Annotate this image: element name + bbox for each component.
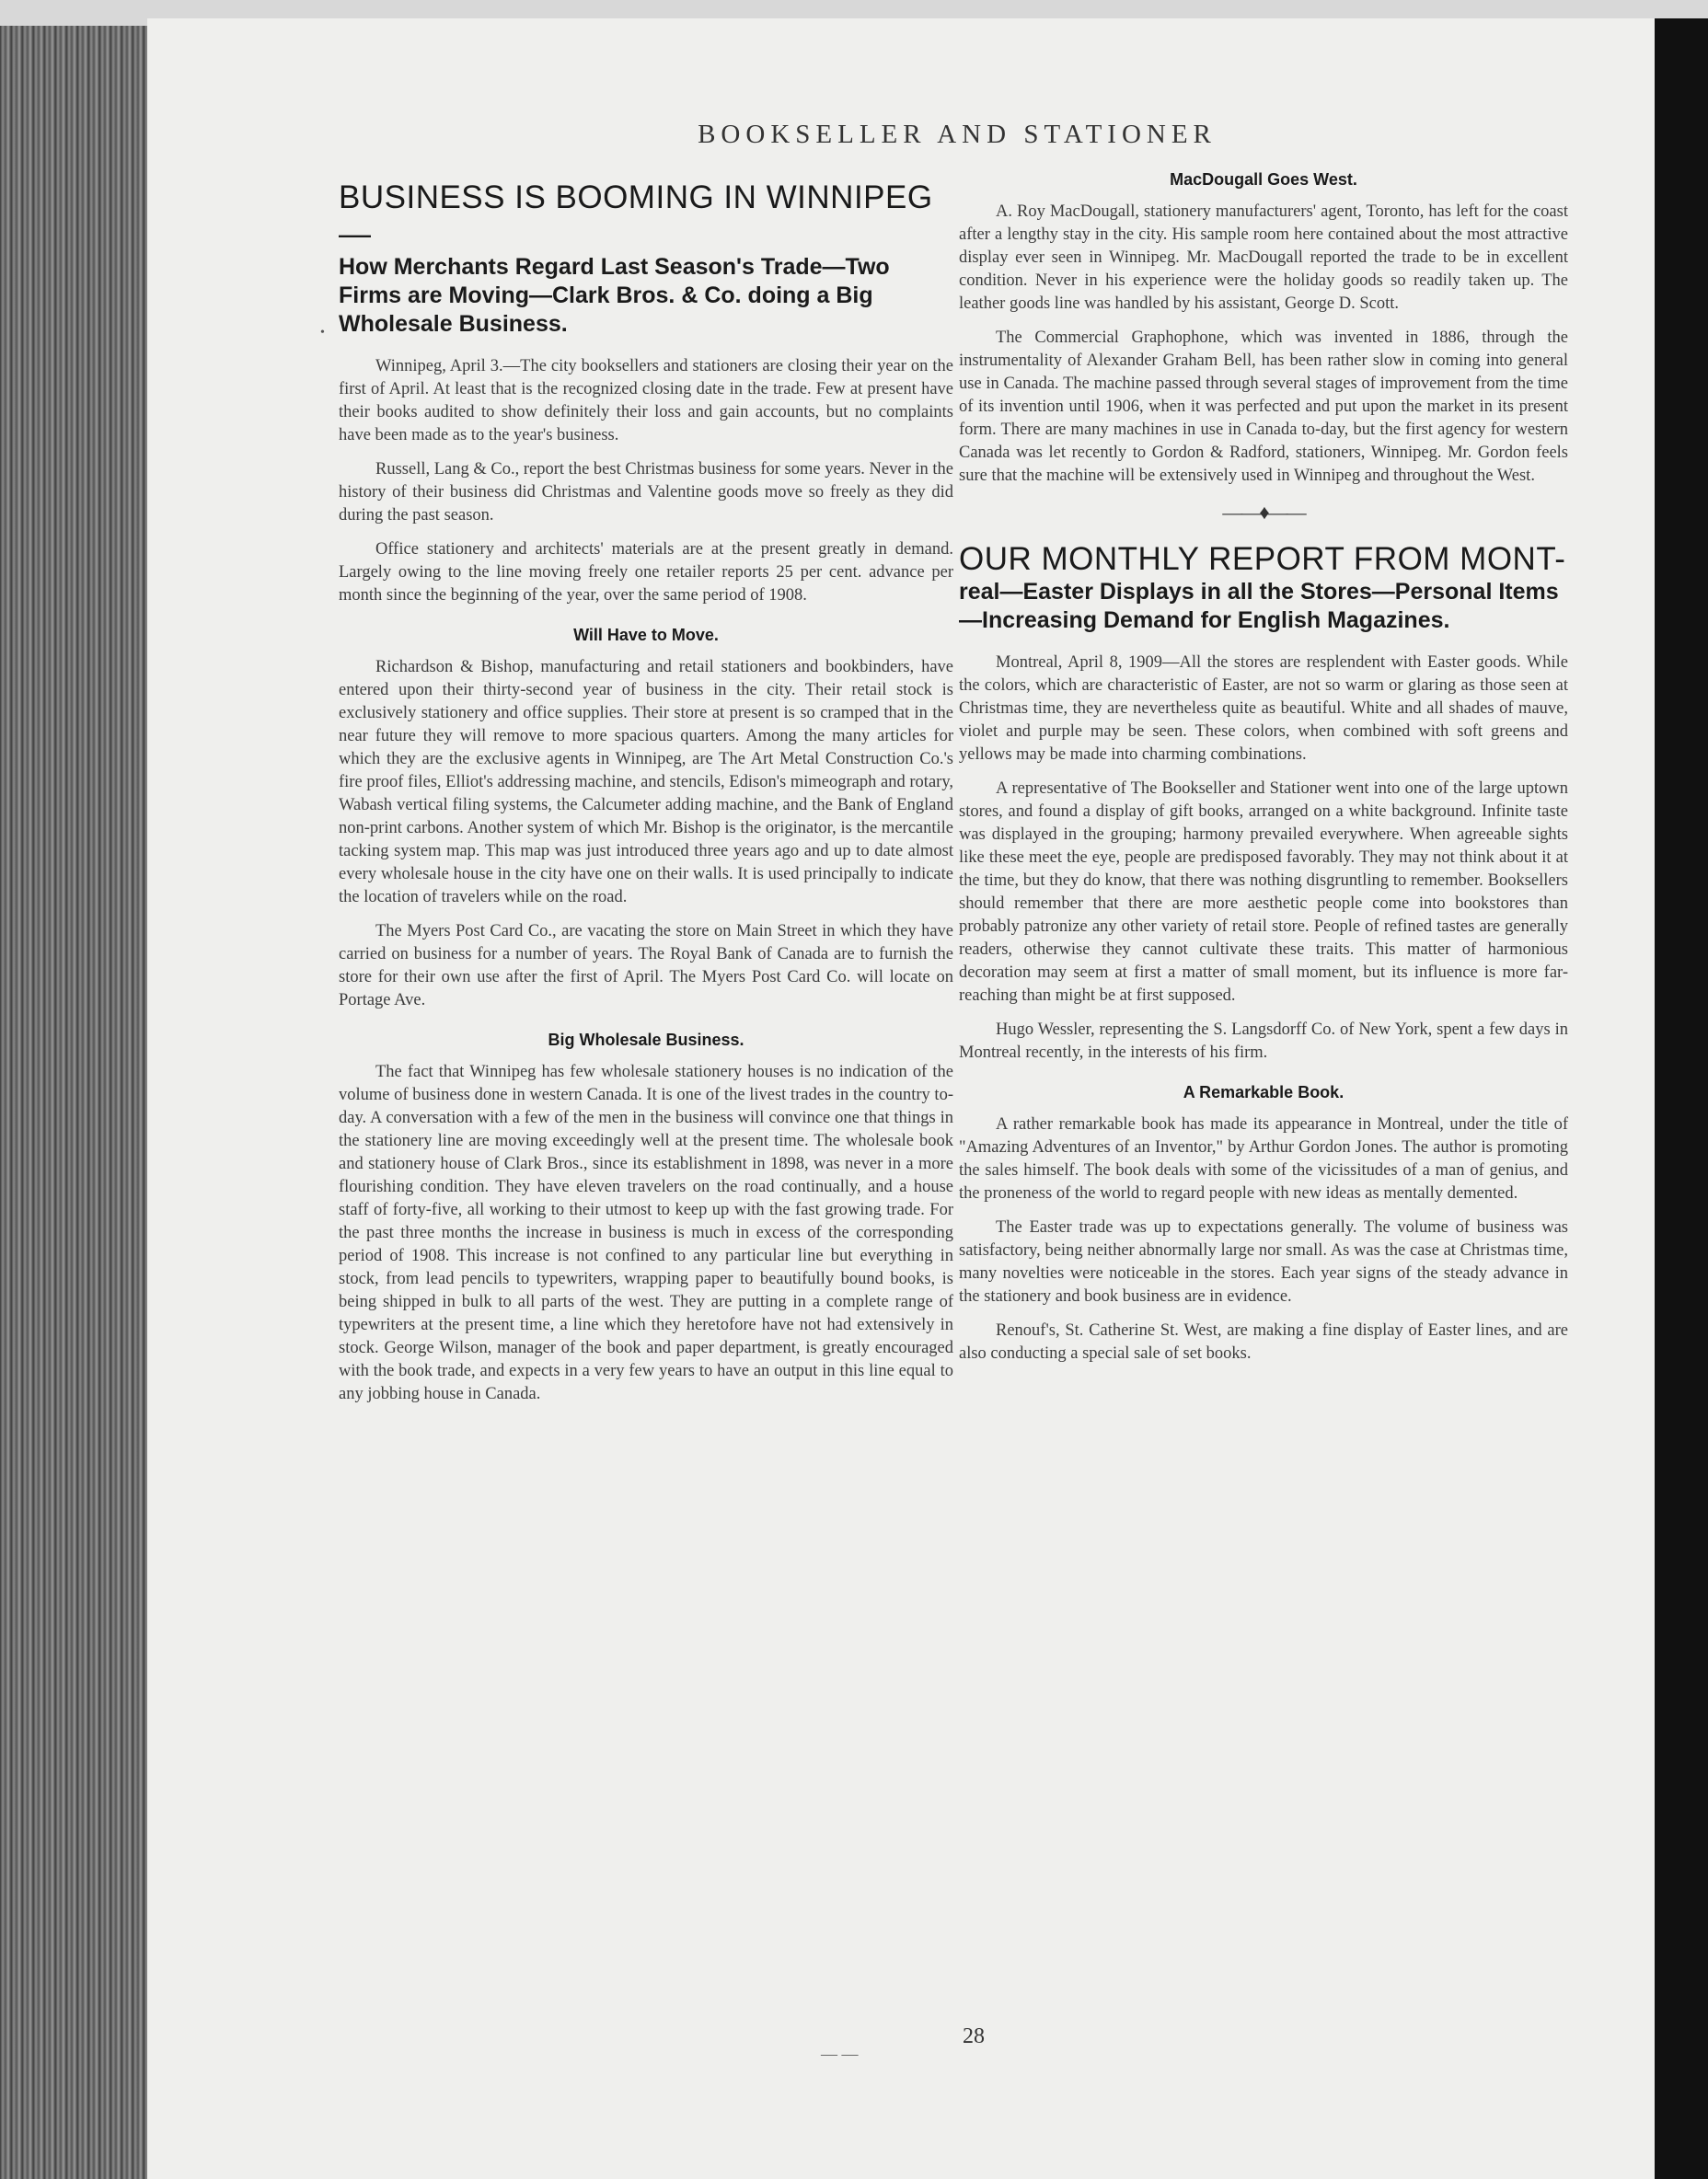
bound-page-edges [0, 26, 147, 2179]
section-title-remarkable-book: A Remarkable Book. [1183, 1083, 1344, 1101]
section-title-will-have-to-move: Will Have to Move. [573, 626, 719, 644]
left-column [339, 179, 953, 1417]
section-title-macdougall: MacDougall Goes West. [1170, 170, 1357, 189]
paragraph: Richardson & Bishop, manufacturing and retail stationers and bookbinders, have entered upon their thirty-second year of business in the city. Their retail stock is exclusively stationery and office supplies. Their store at present is so cramped that in the near future they will remove to more spacious quarters. Among the many articles for which they are the exclusive agents in Winnipeg, are The Art Metal Construction Co.'s fire proof files, Elliot's addressing machine, and stencils, Edison's mimeograph and rotary, Wabash vertical filing systems, the Calcumeter adding machine, and the Bank of England non-print carbons. Another system of which Mr. Bishop is the originator, is the mercantile tacking system map. This map was just introduced three years ago and up to date almost every wholesale house in the city have one on their walls. It is used principally to indicate the location of travelers while on the road. [339, 658, 953, 906]
article-headline-winnipeg: BUSINESS IS BOOMING IN WINNIPEG— [339, 179, 933, 252]
article-subheadline-winnipeg: How Merchants Regard Last Season's Trade—Two Firms are Moving—Clark Bros. & Co. doing a Big Wholesale Business. [339, 254, 890, 337]
right-column [959, 170, 1568, 1377]
paragraph: The fact that Winnipeg has few wholesale stationery houses is no indication of the volume of business done in western Canada. It is one of the livest trades in the country to-day. A conversation with a few of the men in the business will convince one that things in the stationery line are moving exceedingly well at the present time. The wholesale book and stationery house of Clark Bros., since its establishment in 1898, was never in a more flourishing condition. They have eleven travelers on the road continually, and a house staff of forty-five, all working to their utmost to keep up with the fast growing trade. For the past three months the increase in business is much in excess of the corresponding period of 1908. This increase is not confined to any particular line but everything in stock, from lead pencils to typewriters, wrapping paper to beautifully bound books, is being shipped in bulk to all parts of the west. They are putting in a complete range of typewriters at the present time, a line which they heretofore have not had extensively in stock. George Wilson, manager of the book and paper department, is greatly encouraged with the book trade, and expects in a very few years to have an output in this line equal to any jobbing house in Canada. [339, 1063, 953, 1403]
running-head: BOOKSELLER AND STATIONER [698, 120, 1217, 149]
paragraph: Montreal, April 8, 1909—All the stores are resplendent with Easter goods. While the colors, which are characteristic of Easter, are not so warm or glaring as those seen at Christmas time, they are nevertheless quite as beautiful. White and all shades of mauve, violet and purple may be seen. These colors, when combined with soft greens and yellows may be made into charming combinations. [959, 653, 1568, 764]
paragraph: Renouf's, St. Catherine St. West, are making a fine display of Easter lines, and are also conducting a special sale of set books. [959, 1321, 1568, 1363]
paragraph: Winnipeg, April 3.—The city booksellers and stationers are closing their year on the first of April. At least that is the recognized closing date in the trade. Few at present have their books audited to show definitely their loss and gain accounts, but no complaints have been made as to the year's business. [339, 357, 953, 444]
paragraph: Hugo Wessler, representing the S. Langsdorff Co. of New York, spent a few days in Montreal recently, in the interests of his firm. [959, 1020, 1568, 1062]
paragraph: Office stationery and architects' materials are at the present greatly in demand. Largely owing to the line moving freely one retailer reports 25 per cent. advance per month since the beginning of the year, over the same period of 1908. [339, 540, 953, 605]
paragraph: The Commercial Graphophone, which was invented in 1886, through the instrumentality of Alexander Graham Bell, has been rather slow in coming into general use in Canada. The machine passed through several stages of improvement from the time of its invention until 1906, when it was perfected and put upon the market in its present form. There are many machines in use in Canada to-day, but the first agency for western Canada was let recently to Gordon & Radford, stationers, Winnipeg. Mr. Gordon feels sure that the machine will be extensively used in Winnipeg and throughout the West. [959, 329, 1568, 485]
margin-mark: • [320, 326, 325, 340]
paragraph: Russell, Lang & Co., report the best Christmas business for some years. Never in the history of their business did Christmas and Valentine goods move so freely as they did during the past season. [339, 460, 953, 525]
page-number: 28 [963, 2024, 985, 2048]
section-title-big-wholesale: Big Wholesale Business. [548, 1031, 744, 1049]
ornamental-divider: ——♦—— [1222, 501, 1305, 524]
paragraph: A. Roy MacDougall, stationery manufacturers' agent, Toronto, has left for the coast after a lengthy stay in the city. His sample room here contained about the most attractive display ever seen in Winnipeg. Mr. MacDougall reported the trade to be in excellent condition. Never in his experience were the holiday goods so readily taken up. The leather goods line was handled by his assistant, George D. Scott. [959, 202, 1568, 313]
bottom-dash: — — [821, 2045, 859, 2063]
article-subheadline-montreal: real—Easter Displays in all the Stores—Personal Items—Increasing Demand for English Magazines. [959, 579, 1559, 633]
paragraph: A rather remarkable book has made its appearance in Montreal, under the title of "Amazing Adventures of an Inventor," by Arthur Gordon Jones. The author is promoting the sales himself. The book deals with some of the vicissitudes of a man of genius, and the proneness of the world to regard people with new ideas as mentally demented. [959, 1115, 1568, 1203]
paragraph: The Myers Post Card Co., are vacating the store on Main Street in which they have carried on business for a number of years. The Royal Bank of Canada are to furnish the store for their own use after the first of April. The Myers Post Card Co. will locate on Portage Ave. [339, 922, 953, 1009]
paragraph: A representative of The Bookseller and Stationer went into one of the large uptown stores, and found a display of gift books, arranged on a white background. Infinite taste was displayed in the grouping; harmony prevailed everywhere. When agreeable sights like these meet the eye, people are predisposed favorably. They may not think about it at the time, but they do know, that there was nothing disgruntling to remember. Booksellers should remember that there are more aesthetic people come into bookstores than probably patronize any other variety of retail store. People of refined tastes are generally readers, otherwise they cannot cultivate these traits. This matter of harmonious decoration may seem at first a matter of small moment, but its influence is more far-reaching than might be at first supposed. [959, 779, 1568, 1005]
scan-right-border [1655, 18, 1708, 2179]
article-headline-montreal: OUR MONTHLY REPORT FROM MONT- [959, 541, 1566, 577]
paragraph: The Easter trade was up to expectations generally. The volume of business was satisfactory, being neither abnormally large nor small. As was the case at Christmas time, many novelties were noticeable in the stores. Each year signs of the steady advance in the stationery and book business are in evidence. [959, 1218, 1568, 1306]
